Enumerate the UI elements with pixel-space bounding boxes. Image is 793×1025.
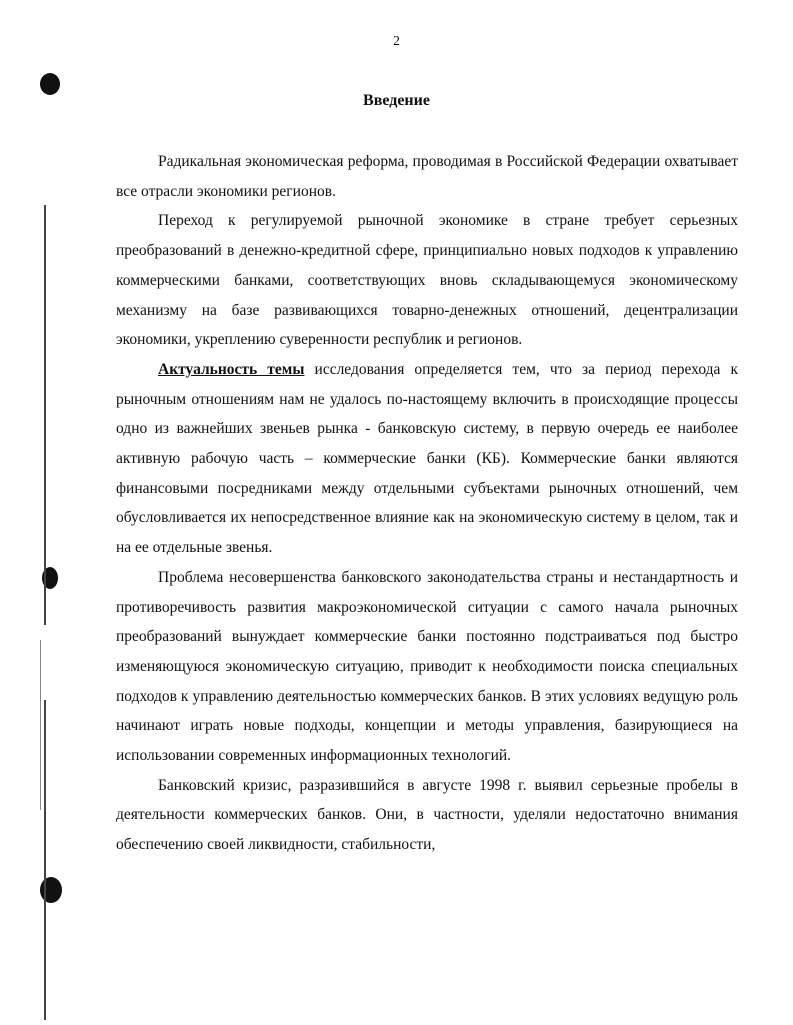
binding-margin-artifacts [0, 0, 60, 1025]
keyword-actuality: Актуальность темы [158, 360, 305, 378]
binding-edge-line [40, 640, 41, 810]
binding-edge-line [44, 205, 46, 625]
page-number: 2 [393, 34, 400, 49]
document-body [116, 147, 738, 860]
paragraph-text: исследования определяется тем, что за период перехода к рыночным отношениям нам не удалось по-настоящему включить в происходящие процессы одно из важнейших звеньев рынка - банковскую систему, в первую очередь ее наиболее активную рабочую часть – коммерческие банки (КБ). Коммерческие банки являются финансовыми посредниками между отдельными субъектами рыночных отношений, чем обусловливается их непосредственное влияние как на экономическую систему в целом, так и на ее отдельные звенья. [116, 360, 738, 557]
paragraph: Банковский кризис, разразившийся в августе 1998 г. выявил серьезные пробелы в деятельности коммерческих банков. Они, в частности, уделяли недостаточно внимания обеспечению своей ликвидности, стабильности, [116, 776, 738, 854]
page-title: Введение [363, 92, 430, 109]
paragraph: Радикальная экономическая реформа, проводимая в Российской Федерации охватывает все отрасли экономики регионов. [116, 153, 738, 200]
binding-edge-line [44, 700, 46, 1020]
paragraph: Проблема несовершенства банковского законодательства страны и нестандартность и противоречивость развития макроэкономической ситуации с самого начала рыночных преобразований вынуждает коммерческие банки постоянно подстраиваться под быстро изменяющуюся экономическую ситуацию, приводит к необходимости поиска специальных подходов к управлению деятельностью коммерческих банков. В этих условиях ведущую роль начинают играть новые подходы, концепции и методы управления, базирующиеся на использовании современных информационных технологий. [116, 568, 738, 765]
paragraph: Переход к регулируемой рыночной экономике в стране требует серьезных преобразований в денежно-кредитной сфере, принципиально новых подходов к управлению коммерческими банками, соответствующих вновь складывающемуся экономическому механизму на базе развивающихся товарно-денежных отношений, децентрализации экономики, укреплению суверенности республик и регионов. [116, 212, 738, 349]
paragraph [116, 355, 738, 563]
